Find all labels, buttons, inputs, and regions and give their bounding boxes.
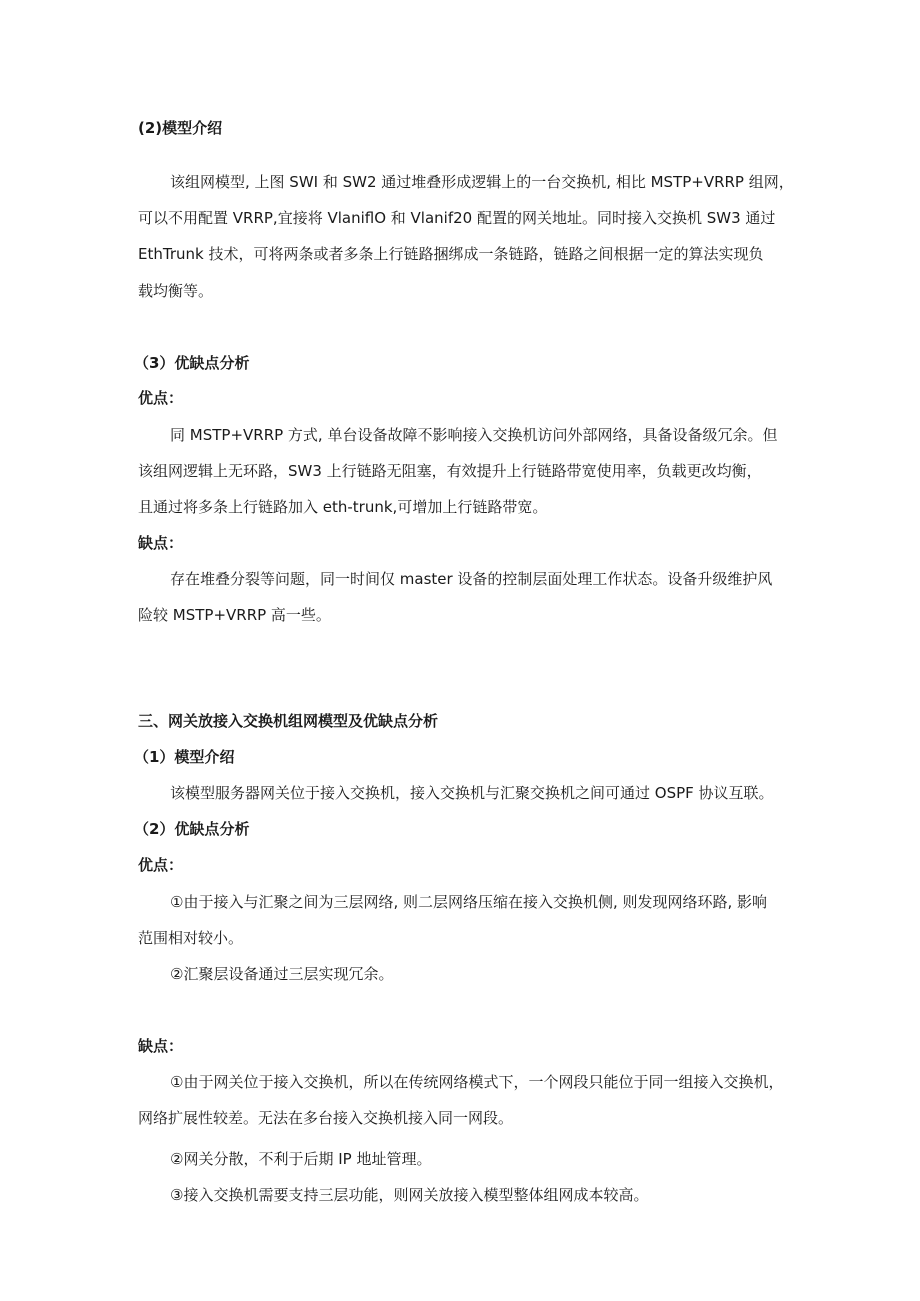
paragraph-line: EthTrunk 技术，可将两条或者多条上行链路捆绑成一条链路，链路之间根据一定的算法实现负: [138, 245, 764, 263]
paragraph-line: 且通过将多条上行链路加入 eth-trunk,可增加上行链路带宽。: [138, 498, 548, 516]
paragraph-line: 载均衡等。: [138, 282, 214, 300]
list-item: ②汇聚层设备通过三层实现冗余。: [170, 965, 394, 983]
cons-label: 缺点：: [138, 1037, 184, 1055]
pros-label: 优点：: [138, 856, 184, 874]
list-item: ①由于网关位于接入交换机，所以在传统网络模式下，一个网段只能位于同一组接入交换机，: [170, 1073, 784, 1091]
paragraph-line: 同 MSTP+VRRP 方式, 单台设备故障不影响接入交换机访问外部网络，具备设备级冗余。但: [170, 426, 778, 444]
section-heading-pros-cons: （3）优缺点分析: [134, 354, 250, 372]
pros-label: 优点：: [138, 389, 184, 407]
paragraph-line: 该组网逻辑上无环路，SW3 上行链路无阻塞，有效提升上行链路带宽使用率，负载更改均衡，: [138, 462, 762, 480]
list-item-continuation: 网络扩展性较差。无法在多台接入交换机接入同一网段。: [138, 1109, 514, 1127]
paragraph-line: 该模型服务器网关位于接入交换机，接入交换机与汇聚交换机之间可通过 OSPF 协议互联。: [170, 784, 774, 802]
list-item: ②网关分散，不利于后期 IP 地址管理。: [170, 1150, 432, 1168]
section-heading-pros-cons: （2）优缺点分析: [134, 820, 250, 838]
section-heading-model-intro: (2)模型介绍: [138, 119, 223, 137]
chapter-title: 三、网关放接入交换机组网模型及优缺点分析: [138, 712, 439, 730]
paragraph-line: 可以不用配置 VRRP,宜接将 VlaniflO 和 Vlanif20 配置的网关地址。同时接入交换机 SW3 通过: [138, 209, 776, 227]
list-item-continuation: 范围相对较小。: [138, 929, 244, 947]
list-item: ③接入交换机需要支持三层功能，则网关放接入模型整体组网成本较高。: [170, 1186, 649, 1204]
paragraph-line: 险较 MSTP+VRRP 高一些。: [138, 606, 331, 624]
section-heading-model-intro: （1）模型介绍: [134, 748, 235, 766]
paragraph-line: 该组网模型, 上图 SWI 和 SW2 通过堆叠形成逻辑上的一台交换机, 相比 MSTP+VRRP 组网，: [170, 173, 794, 191]
paragraph-line: 存在堆叠分裂等问题，同一时间仅 master 设备的控制层面处理工作状态。设备升级维护风: [170, 570, 773, 588]
list-item: ①由于接入与汇聚之间为三层网络, 则二层网络压缩在接入交换机侧, 则发现网络环路, 影响: [170, 893, 768, 911]
cons-label: 缺点：: [138, 534, 184, 552]
